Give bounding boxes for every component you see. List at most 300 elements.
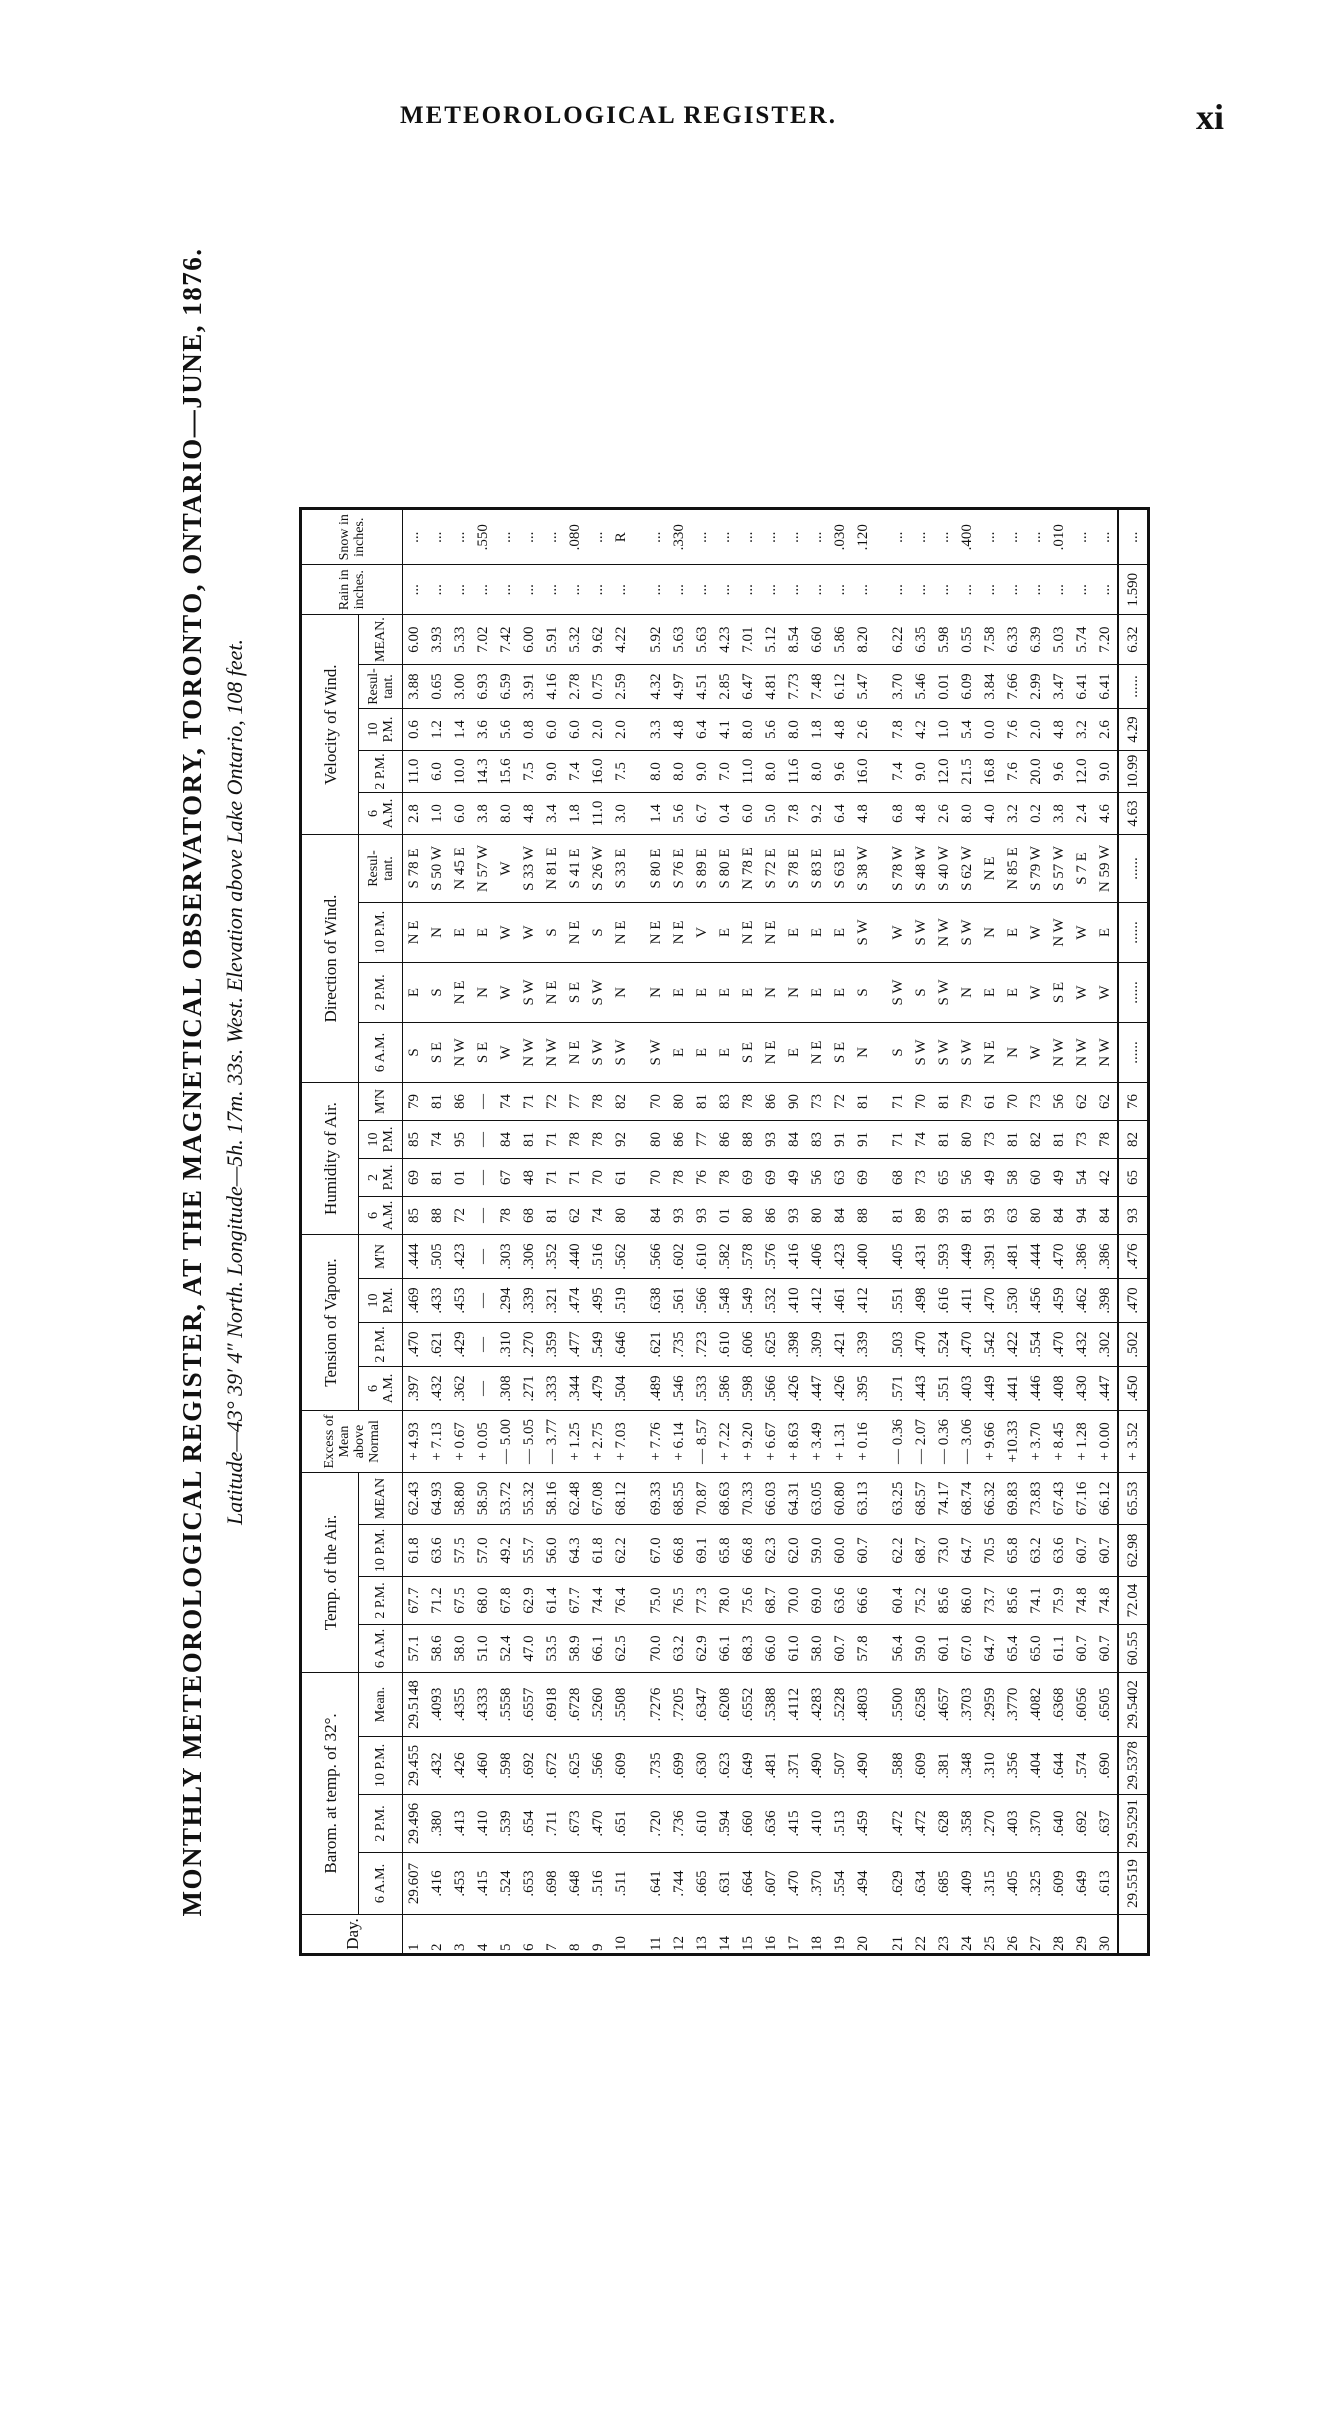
table-cell [633, 1525, 645, 1577]
register-body [403, 509, 1149, 1955]
table-cell: 81 [956, 1197, 979, 1235]
table-cell: 49 [783, 1159, 806, 1197]
table-cell: 61.8 [587, 1525, 610, 1577]
table-cell: S 48 W [910, 835, 933, 903]
table-cell: 5.98 [933, 615, 956, 665]
table-cell: 70 [645, 1159, 668, 1197]
table-cell: + 2.75 [587, 1411, 610, 1473]
day-cell: 6 [518, 1915, 541, 1955]
group-temperature: Temp. of the Air. [301, 1473, 359, 1673]
table-cell: .582 [714, 1235, 737, 1279]
table-cell: .507 [829, 1737, 852, 1795]
table-cell: 67 [495, 1159, 518, 1197]
table-cell: .6258 [910, 1673, 933, 1737]
table-cell: .2959 [979, 1673, 1002, 1737]
col-vapour-10pm: 10 P.M. [359, 1279, 403, 1323]
table-row [829, 509, 852, 1955]
table-cell: 29.607 [403, 1853, 427, 1915]
col-barom-10pm: 10 P.M. [359, 1737, 403, 1795]
table-cell: .315 [979, 1853, 1002, 1915]
group-barometer: Barom. at temp. of 32°. [301, 1673, 359, 1915]
table-cell: + 9.66 [979, 1411, 1002, 1473]
table-cell: — [472, 1083, 495, 1121]
table-cell: 71.2 [426, 1577, 449, 1625]
table-cell: 5.33 [449, 615, 472, 665]
table-cell: + 7.22 [714, 1411, 737, 1473]
table-cell: 93 [979, 1197, 1002, 1235]
table-cell: 57.8 [852, 1625, 875, 1673]
table-cell: .362 [449, 1367, 472, 1411]
table-cell [875, 1853, 887, 1915]
table-cell: 73 [806, 1083, 829, 1121]
table-cell: 67.0 [956, 1625, 979, 1673]
table-cell: .551 [887, 1279, 910, 1323]
table-cell: 55.7 [518, 1525, 541, 1577]
table-cell: 58.6 [426, 1625, 449, 1673]
col-temp-6am: 6 A.M. [359, 1625, 403, 1673]
day-cell: 7 [541, 1915, 564, 1955]
table-cell: 8.0 [495, 793, 518, 835]
table-cell: 5.4 [956, 709, 979, 751]
table-cell: 3.93 [426, 615, 449, 665]
table-cell: .625 [564, 1737, 587, 1795]
table-cell: 3.91 [518, 665, 541, 709]
day-cell: 4 [472, 1915, 495, 1955]
table-cell: W [1025, 903, 1048, 963]
table-cell: .415 [783, 1795, 806, 1853]
table-row [472, 509, 495, 1955]
table-cell [875, 565, 887, 615]
table-cell: 61.8 [403, 1525, 427, 1577]
table-cell: .7205 [668, 1673, 691, 1737]
table-cell: .405 [887, 1235, 910, 1279]
table-cell: 77 [564, 1083, 587, 1121]
table-cell: 84 [1094, 1197, 1118, 1235]
table-cell: .477 [564, 1323, 587, 1367]
table-cell [633, 1577, 645, 1625]
table-cell: ... [783, 509, 806, 565]
table-cell: .504 [610, 1367, 633, 1411]
table-cell: .309 [806, 1323, 829, 1367]
table-cell: 83 [806, 1121, 829, 1159]
table-cell: 66.03 [760, 1473, 783, 1525]
table-cell: 62.0 [783, 1525, 806, 1577]
table-cell: .270 [979, 1795, 1002, 1853]
table-cell: 1.4 [645, 793, 668, 835]
table-cell: ... [518, 565, 541, 615]
table-cell: .623 [714, 1737, 737, 1795]
table-cell: S W [852, 903, 875, 963]
table-cell: .566 [691, 1279, 714, 1323]
table-cell: .574 [1071, 1737, 1094, 1795]
table-cell: 6.59 [495, 665, 518, 709]
table-cell: S 38 W [852, 835, 875, 903]
table-cell [875, 1279, 887, 1323]
table-cell: + 1.28 [1071, 1411, 1094, 1473]
day-cell [875, 1915, 887, 1955]
table-cell: 29.5148 [403, 1673, 427, 1737]
table-cell: .631 [714, 1853, 737, 1915]
table-cell: 63.05 [806, 1473, 829, 1525]
table-row [852, 509, 875, 1955]
col-snow: Snow in inches. [301, 509, 403, 565]
table-cell: .4355 [449, 1673, 472, 1737]
table-cell: .664 [737, 1853, 760, 1915]
table-cell: 6.41 [1071, 665, 1094, 709]
table-cell: — 3.77 [541, 1411, 564, 1473]
table-cell [875, 1323, 887, 1367]
table-cell: S [403, 1023, 427, 1083]
day-cell: 24 [956, 1915, 979, 1955]
table-cell [875, 1023, 887, 1083]
table-cell: .711 [541, 1795, 564, 1853]
table-cell: 68.57 [910, 1473, 933, 1525]
table-cell: 3.3 [645, 709, 668, 751]
table-cell: ... [403, 509, 427, 565]
table-cell: — [472, 1235, 495, 1279]
table-cell: N 45 E [449, 835, 472, 903]
table-cell: ... [737, 509, 760, 565]
table-cell: 73 [1025, 1083, 1048, 1121]
table-cell: .3703 [956, 1673, 979, 1737]
table-cell: .6552 [737, 1673, 760, 1737]
table-cell: 6.41 [1094, 665, 1118, 709]
table-cell: .415 [472, 1853, 495, 1915]
table-cell: .4093 [426, 1673, 449, 1737]
table-cell: 2.6 [933, 793, 956, 835]
table-cell: .530 [1002, 1279, 1025, 1323]
table-cell: + 7.03 [610, 1411, 633, 1473]
table-cell: .490 [806, 1737, 829, 1795]
table-cell: .481 [1002, 1235, 1025, 1279]
table-cell: N W [933, 903, 956, 963]
table-cell: 78 [564, 1121, 587, 1159]
table-cell: +10.33 [1002, 1411, 1025, 1473]
table-cell: 58 [1002, 1159, 1025, 1197]
table-cell: .010 [1048, 509, 1071, 565]
table-cell: .665 [691, 1853, 714, 1915]
table-cell: 74 [426, 1121, 449, 1159]
table-cell: S 41 E [564, 835, 587, 903]
table-cell: ... [783, 565, 806, 615]
table-cell: .634 [910, 1853, 933, 1915]
table-cell: .566 [587, 1737, 610, 1795]
table-cell: 2.6 [852, 709, 875, 751]
table-cell [633, 1737, 645, 1795]
table-cell: S [426, 963, 449, 1023]
col-barom-6am: 6 A.M. [359, 1853, 403, 1915]
table-cell: 3.88 [403, 665, 427, 709]
table-cell: N W [1094, 1023, 1118, 1083]
table-cell: ... [887, 509, 910, 565]
table-cell: 73.83 [1025, 1473, 1048, 1525]
table-cell: 67.8 [495, 1577, 518, 1625]
table-cell: 4.8 [518, 793, 541, 835]
table-cell: 66.12 [1094, 1473, 1118, 1525]
table-cell: 60.80 [829, 1473, 852, 1525]
table-cell: 0.75 [587, 665, 610, 709]
table-cell [875, 1235, 887, 1279]
table-cell: .588 [887, 1737, 910, 1795]
table-cell: — [472, 1197, 495, 1235]
table-cell: .453 [449, 1853, 472, 1915]
table-cell: 68 [887, 1159, 910, 1197]
table-cell [875, 793, 887, 835]
table-cell: N E [979, 835, 1002, 903]
table-cell: .6347 [691, 1673, 714, 1737]
table-cell: .610 [714, 1323, 737, 1367]
table-cell: .4112 [783, 1673, 806, 1737]
table-cell: 68.0 [472, 1577, 495, 1625]
table-cell: 67.0 [645, 1525, 668, 1577]
table-cell: .339 [852, 1323, 875, 1367]
table-cell: .386 [1071, 1235, 1094, 1279]
table-cell: .699 [668, 1737, 691, 1795]
register-head [301, 509, 403, 1955]
table-cell: 91 [829, 1121, 852, 1159]
table-cell: .472 [910, 1795, 933, 1853]
table-cell: .426 [783, 1367, 806, 1411]
table-cell: ... [1071, 509, 1094, 565]
table-cell: .422 [1002, 1323, 1025, 1367]
table-cell: .348 [956, 1737, 979, 1795]
table-cell: + 0.16 [852, 1411, 875, 1473]
table-cell: 20.0 [1025, 751, 1048, 793]
table-cell: .524 [495, 1853, 518, 1915]
table-cell: .636 [760, 1795, 783, 1853]
table-cell: E [449, 903, 472, 963]
table-cell: ... [426, 509, 449, 565]
table-cell: .447 [1094, 1367, 1118, 1411]
table-cell: 81 [541, 1197, 564, 1235]
table-cell: + 4.93 [403, 1411, 427, 1473]
table-cell: 65.8 [714, 1525, 737, 1577]
table-cell: .5228 [829, 1673, 852, 1737]
table-cell: ... [1025, 565, 1048, 615]
summary-cell: ...... [1118, 1023, 1149, 1083]
table-cell: 69.0 [806, 1577, 829, 1625]
table-cell: 60.4 [887, 1577, 910, 1625]
day-cell: 21 [887, 1915, 910, 1955]
table-cell: 55.32 [518, 1473, 541, 1525]
table-cell: S 83 E [806, 835, 829, 903]
register-title: MONTHLY METEOROLOGICAL REGISTER, AT THE MAGNETICAL OBSERVATORY, TORONTO, ONTARIO—JUNE, 1876. [177, 247, 207, 1917]
table-cell: 49.2 [495, 1525, 518, 1577]
table-cell: 81 [887, 1197, 910, 1235]
table-cell: .444 [1025, 1235, 1048, 1279]
table-cell: .685 [933, 1853, 956, 1915]
table-cell: N 59 W [1094, 835, 1118, 903]
table-row [691, 509, 714, 1955]
table-cell: 67.43 [1048, 1473, 1071, 1525]
table-cell [633, 1235, 645, 1279]
table-cell: 9.0 [1094, 751, 1118, 793]
table-cell: 12.0 [933, 751, 956, 793]
table-cell: .474 [564, 1279, 587, 1323]
table-cell: N W [541, 1023, 564, 1083]
table-cell: 4.51 [691, 665, 714, 709]
table-row [1002, 509, 1025, 1955]
table-cell: ... [760, 509, 783, 565]
table-cell: .423 [829, 1235, 852, 1279]
table-cell: 7.5 [518, 751, 541, 793]
table-cell: .720 [645, 1795, 668, 1853]
table-cell [633, 1625, 645, 1673]
table-cell: 75.2 [910, 1577, 933, 1625]
table-cell: 7.58 [979, 615, 1002, 665]
table-cell: ... [587, 565, 610, 615]
table-cell: 78 [587, 1121, 610, 1159]
table-cell: 74 [910, 1121, 933, 1159]
table-cell: 12.0 [1071, 751, 1094, 793]
table-cell: 16.0 [587, 751, 610, 793]
table-cell: .4283 [806, 1673, 829, 1737]
table-cell: ... [714, 509, 737, 565]
table-cell: .370 [806, 1853, 829, 1915]
col-rain: Rain in inches. [301, 565, 403, 615]
table-cell: ... [1094, 509, 1118, 565]
table-cell: S 26 W [587, 835, 610, 903]
table-cell [633, 1323, 645, 1367]
day-cell: 10 [610, 1915, 633, 1955]
table-cell: 7.6 [1002, 751, 1025, 793]
table-cell: ... [910, 565, 933, 615]
table-cell [633, 1367, 645, 1411]
table-cell: .397 [403, 1367, 427, 1411]
table-cell: 7.02 [472, 615, 495, 665]
table-cell: S 78 E [403, 835, 427, 903]
table-cell: .446 [1025, 1367, 1048, 1411]
table-cell: .532 [760, 1279, 783, 1323]
summary-cell: .502 [1118, 1323, 1149, 1367]
table-cell: 8.0 [806, 751, 829, 793]
table-cell: 71 [541, 1121, 564, 1159]
table-cell: 57.0 [472, 1525, 495, 1577]
table-cell: .576 [760, 1235, 783, 1279]
table-cell: 86.0 [956, 1577, 979, 1625]
table-cell: ... [1094, 565, 1118, 615]
table-cell [633, 615, 645, 665]
table-cell: 60.1 [933, 1625, 956, 1673]
table-cell: .6056 [1071, 1673, 1094, 1737]
table-cell: + 7.13 [426, 1411, 449, 1473]
table-row [910, 509, 933, 1955]
table-cell: 2.78 [564, 665, 587, 709]
table-cell: 3.70 [887, 665, 910, 709]
table-cell: N 81 E [541, 835, 564, 903]
table-cell: — 0.36 [933, 1411, 956, 1473]
table-cell: 4.2 [910, 709, 933, 751]
table-cell: 60.7 [852, 1525, 875, 1577]
table-cell: 2.8 [403, 793, 427, 835]
table-cell: ... [760, 565, 783, 615]
table-cell: .408 [1048, 1367, 1071, 1411]
table-cell: 91 [852, 1121, 875, 1159]
table-cell: .692 [518, 1737, 541, 1795]
table-cell [875, 1673, 887, 1737]
table-cell: 63.25 [887, 1473, 910, 1525]
table-cell: .628 [933, 1795, 956, 1853]
table-cell: .673 [564, 1795, 587, 1853]
table-cell: .649 [1071, 1853, 1094, 1915]
table-cell: E [403, 963, 427, 1023]
table-cell: .648 [564, 1853, 587, 1915]
table-cell: N E [645, 903, 668, 963]
table-cell: 64.31 [783, 1473, 806, 1525]
table-cell: 65.4 [1002, 1625, 1025, 1673]
table-cell: E [806, 963, 829, 1023]
table-cell: — [472, 1159, 495, 1197]
table-cell: 93 [783, 1197, 806, 1235]
table-cell: .5508 [610, 1673, 633, 1737]
table-cell: 53.72 [495, 1473, 518, 1525]
table-cell: — 5.05 [518, 1411, 541, 1473]
col-velocity-2pm: 2 P.M. [359, 751, 403, 793]
table-cell: .5388 [760, 1673, 783, 1737]
table-cell: 81 [1002, 1121, 1025, 1159]
table-cell: 3.2 [1002, 793, 1025, 835]
group-direction: Direction of Wind. [301, 835, 359, 1083]
table-cell: .432 [1071, 1323, 1094, 1367]
table-cell: 47.0 [518, 1625, 541, 1673]
table-row [426, 509, 449, 1955]
col-barom-2pm: 2 P.M. [359, 1795, 403, 1853]
table-cell [633, 1473, 645, 1525]
table-cell: 1.8 [806, 709, 829, 751]
table-cell: 64.3 [564, 1525, 587, 1577]
table-cell: 9.0 [910, 751, 933, 793]
table-cell: 1.2 [426, 709, 449, 751]
table-cell: 84 [645, 1197, 668, 1235]
table-cell: .744 [668, 1853, 691, 1915]
table-cell: 69.1 [691, 1525, 714, 1577]
table-cell: .461 [829, 1279, 852, 1323]
table-cell: .413 [449, 1795, 472, 1853]
table-cell: 3.00 [449, 665, 472, 709]
table-cell: E [668, 1023, 691, 1083]
table-cell: .542 [979, 1323, 1002, 1367]
table-cell: .602 [668, 1235, 691, 1279]
table-cell: 85 [403, 1121, 427, 1159]
table-cell: N E [760, 903, 783, 963]
table-cell: 64.7 [979, 1625, 1002, 1673]
table-cell: .325 [1025, 1853, 1048, 1915]
table-cell: ... [426, 565, 449, 615]
table-cell: .449 [956, 1235, 979, 1279]
table-cell: .4333 [472, 1673, 495, 1737]
table-cell: 73.0 [933, 1525, 956, 1577]
day-cell [633, 1915, 645, 1955]
table-cell: .440 [564, 1235, 587, 1279]
table-cell: .470 [910, 1323, 933, 1367]
table-cell: 7.01 [737, 615, 760, 665]
table-cell: 81 [426, 1159, 449, 1197]
table-cell: 49 [979, 1159, 1002, 1197]
table-cell [875, 1795, 887, 1853]
table-cell: S E [426, 1023, 449, 1083]
table-cell: 0.4 [714, 793, 737, 835]
table-cell: 74.8 [1094, 1577, 1118, 1625]
table-cell: 5.0 [760, 793, 783, 835]
table-cell: 78 [668, 1159, 691, 1197]
table-cell: 3.8 [1048, 793, 1071, 835]
table-cell: 71 [518, 1083, 541, 1121]
table-cell: 21.5 [956, 751, 979, 793]
table-cell: 4.8 [668, 709, 691, 751]
table-cell: S W [910, 903, 933, 963]
table-cell: 65 [933, 1159, 956, 1197]
table-cell: N [979, 903, 1002, 963]
